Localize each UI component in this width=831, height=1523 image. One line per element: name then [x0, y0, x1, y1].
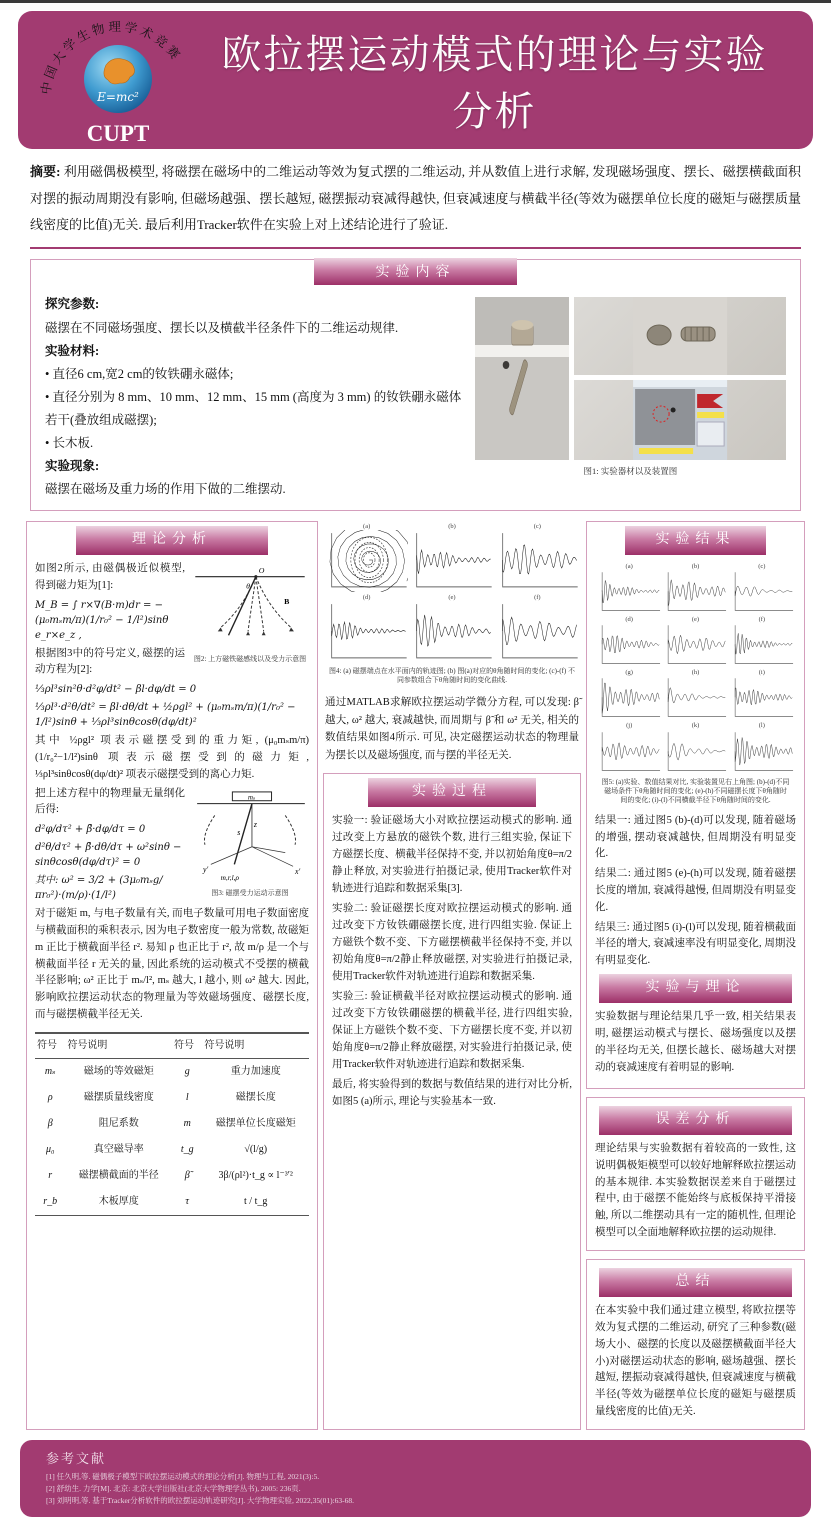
theory-p5: 对于磁矩 m, 与电子数量有关, 而电子数量可用电子数面密度与横截面积的乘积表示, 因为电子数密度一般为常数, 故磁矩 m 正比于横截面半径 r². 易知 ρ 也正比于 r², 故 m/ρ 是一个与横截面半径 r 无关的量, 因此系统的运动模式不受摆的横截半径影响; ω² 正比于 mₛ/l², mₛ 越大, l 越小, 则 ω² 越大. 因此, 影响欧拉摆运动状态的物理量为等效磁场强度、磁摆长度, 而与磁摆横截半径无关. [35, 908, 309, 1020]
desc-cell: 阻尼系数 [98, 1117, 139, 1129]
fig5-plot [730, 669, 794, 720]
simulation-plot-icon [325, 601, 408, 663]
setup-photo [475, 297, 569, 460]
logo-arc-text: 中国大学生物理学术竞赛 [37, 18, 185, 96]
experiment-process-box [323, 773, 581, 1430]
fig5-plot [730, 616, 794, 667]
middle-column [323, 521, 581, 1430]
symbol-cell: ρ [47, 1091, 53, 1103]
error-text: 理论结果与实验数据有着较高的一致性, 这说明偶极矩模型可以较好地解释欧拉摆运动的基本规律. 本实验数据误差来自于磁摆过程中, 由于磁摆不能始终与底板保持平滑接触, 所以二维摆动具有一定的随机性, 但理论模型可以全面地解释欧拉摆的运动规律. [595, 1142, 796, 1238]
desc-cell: 磁场的等效磁矩 [83, 1065, 154, 1077]
fig4-plot [325, 523, 408, 592]
result-plot-icon [663, 570, 727, 614]
section-header-process: 实验过程 [368, 778, 536, 807]
fig5-plot [663, 669, 727, 720]
plot-label: (h) [691, 669, 700, 677]
symbol-cell: g [184, 1065, 190, 1077]
simulation-plot-icon [496, 530, 579, 592]
materials-item: • 长木板. [45, 432, 467, 455]
materials-item: • 直径6 cm,宽2 cm的钕铁硼永磁体; [45, 363, 467, 386]
error-analysis-box [586, 1097, 805, 1251]
abstract-paragraph [30, 159, 801, 239]
poster-title: 欧拉摆运动模式的理论与实验分析 [221, 32, 768, 134]
result-plot-icon [663, 676, 727, 720]
symbol-table-header: 符号 [35, 1033, 65, 1059]
divider-rule [30, 247, 801, 250]
theory-p4: 把上述方程中的物理量无量纲化后得: [35, 787, 185, 816]
references-title: 参考文献 [46, 1450, 107, 1466]
fig4-plot [496, 523, 579, 592]
table-row [35, 1137, 309, 1163]
plot-label: (c) [533, 522, 541, 530]
logo-formula: E=mc² [97, 90, 139, 104]
fig3-sketch [191, 788, 309, 900]
cupt-logo [34, 13, 202, 147]
table-row [35, 1058, 309, 1085]
result-plot-icon [730, 730, 794, 774]
abstract-text: 利用磁偶极模型, 将磁摆在磁场中的二维运动等效为复式摆的二维运动, 并从数值上进行求解, 发现磁场强度、摆长、磁摆横截面积对摆的振动周期没有影响, 但磁场越强、摆长越短, 磁摆振动衰减得越快, 但衰减速度与横截半径(等效为磁摆单位长度的磁矩与磁摆质量线密度的比值)无关. 最后利用Tracker软件在实验上对上述结论进行了验证. [30, 164, 801, 233]
result-item: 结果二: 通过图5 (e)-(h)可以发现, 随着磁摆长度的增加, 衰减得越慢, 但周期没有明显变化. [595, 868, 796, 913]
desc-cell: 重力加速度 [230, 1065, 281, 1077]
plot-label: (b) [448, 522, 456, 530]
result-plot-icon [663, 623, 727, 667]
phenomenon-label: 实验现象: [45, 459, 100, 474]
phenomenon-text: 磁摆在磁场及重力场的作用下做的二维摆动. [45, 482, 286, 497]
fig5-caption: 图5: (a)实验、数值结果对比, 实验装置见右上角图; (b)-(d)不同磁场条件下θ角随时间的变化; (e)-(h)不同磁摆长度下θ角随时间的变化; (i)-(l)不同横截半径下θ角随时间的变化. [601, 777, 790, 805]
symbol-cell: β̃ [184, 1169, 190, 1181]
desc-cell: 真空磁导率 [93, 1143, 144, 1155]
plot-label: (b) [691, 562, 700, 570]
process-item: 最后, 将实验得到的数据与数值结果的进行对比分析, 如图5 (a)所示, 理论与实验基本一致. [332, 1079, 572, 1108]
result-item: 结果一: 通过图5 (b)-(d)可以发现, 随着磁场的增强, 摆动衰减越快, 但周期没有明显变化. [595, 814, 796, 860]
process-item: 实验三: 验证横截半径对欧拉摆运动模式的影响. 通过改变下方钕铁硼磁摆的横截半径, 进行四组实验, 保证上方磁铁个数不变、下方磁摆长度不变, 并以初始角度θ=π/2静止释放磁摆, 对实验进行拍摄记录, 使用Tracker软件对轨迹进行追踪和数据采集. [332, 991, 572, 1070]
svg-text:s: s [237, 827, 241, 837]
symbol-table-header: 符号 [172, 1033, 202, 1059]
fig2-caption: 图2: 上方磁铁磁感线以及受力示意图 [193, 654, 307, 663]
abstract-label: 摘要: [30, 164, 61, 179]
theory-f2: ⅓ρl³sin²θ·d²φ/dt² − βl·dφ/dt = 0 [35, 684, 197, 696]
fig5-plot-grid [595, 561, 796, 776]
desc-cell: 木板厚度 [65, 1189, 172, 1216]
symbol-cell: r_b [35, 1189, 65, 1216]
table-row [35, 1111, 309, 1137]
section-header-summary: 总结 [599, 1268, 792, 1297]
simulation-plot-icon [325, 530, 408, 592]
exp-theory-text: 实验数据与理论结果几乎一致, 相关结果表明, 磁摆运动模式与摆长、磁场强度以及摆的半径均无关, 但摆长越长、磁场越大对摆动的衰减速度有着明显的影响. [595, 1011, 796, 1073]
theory-p3: 其中 ½ρgl² 项表示磁摆受到的重力矩, (μ₀mₛm/π)(1/r₀²−1/l²)sinθ 项表示磁摆受到的磁力矩, ⅓ρl³sinθcosθ(dφ/dt)² 项表示磁摆受到的离心力矩. [35, 735, 309, 780]
coordinate-figure [191, 788, 309, 882]
result-item: 结果三: 通过图5 (i)-(l)可以发现, 随着横截面半径的增大, 衰减速率没有明显变化, 周期没有明显变化. [595, 921, 796, 967]
reference-item: [3] 刘明明,等. 基于Tracker分析软件的欧拉摆运动轨迹研究[J]. 大学物理实验, 2022,35(01):63-68. [46, 1495, 355, 1505]
plot-label: (f) [758, 616, 766, 624]
svg-text:x′: x′ [295, 866, 301, 876]
section-header-experiment-content: 实验内容 [314, 258, 517, 285]
plot-label: (d) [362, 593, 371, 601]
fig4-plot [325, 594, 408, 663]
fig5-plot [663, 722, 727, 773]
cupt-logo-icon [34, 13, 202, 147]
fig3-caption: 图3: 磁摆受力运动示意图 [211, 889, 289, 898]
svg-text:θ: θ [246, 581, 250, 591]
plot-label: (d) [625, 616, 633, 624]
symbol-cell: t_g [180, 1143, 194, 1155]
plot-label: (e) [691, 616, 700, 624]
matlab-paragraph: 通过MATLAB求解欧拉摆运动学微分方程, 可以发现: β̃ 越大, ω² 越大, 衰减越快, 而周期与 β̃ 和 ω² 无关, 相关的数值结果如图4所示. 可见, 决定磁摆运动状态的物理量为摆长以及磁场强度, 而与摆的半径无关. [325, 696, 579, 762]
section-header-exp-theory: 实验与理论 [599, 974, 792, 1003]
tracker-screenshot [574, 380, 786, 460]
references-list [46, 1471, 785, 1507]
simulation-plot-icon [410, 601, 493, 663]
experiment-content-figures [475, 293, 786, 501]
simulation-plot-icon [410, 530, 493, 592]
section-header-theory: 理论分析 [76, 526, 268, 555]
desc-cell: 3β/(ρl²)·t_g ∝ l⁻³′² [218, 1169, 293, 1181]
fig5-plot [597, 722, 661, 773]
symbol-cell: μ₀ [45, 1143, 55, 1155]
experiment-content-box [30, 259, 801, 510]
svg-text:B: B [284, 596, 290, 606]
results-list [595, 813, 796, 970]
section-header-results: 实验结果 [625, 526, 766, 555]
summary-box [586, 1259, 805, 1430]
plot-label: (e) [448, 593, 456, 601]
theory-p1: 如图2所示, 由磁偶极近似模型, 得到磁力矩为[1]: [35, 562, 185, 591]
desc-cell: 磁摆长度 [235, 1091, 276, 1103]
theory-f3: ⅓ρl³·d²θ/dt² = βl·dθ/dt + ½ρgl² + (μ₀mₛm/π)(1/r₀² − 1/l²)sinθ + ⅓ρl³sinθcosθ(dφ/dt)² [35, 702, 296, 729]
table-row [35, 1085, 309, 1111]
materials-item: • 直径分别为 8 mm、10 mm、12 mm、15 mm (高度为 3 mm) 的钕铁硼永磁体若干(叠放组成磁摆); [45, 386, 467, 432]
process-list [332, 813, 572, 1111]
simulation-plot-icon [496, 601, 579, 663]
symbol-cell: l [185, 1091, 189, 1103]
reference-item: [2] 舒幼生. 力学[M]. 北京: 北京大学出版社(北京大学物理学丛书), 2005: 236页. [46, 1483, 301, 1493]
materials-label: 实验材料: [45, 343, 100, 358]
result-plot-icon [730, 676, 794, 720]
fig5-plot [597, 563, 661, 614]
symbol-cell: r [48, 1169, 53, 1181]
result-plot-icon [663, 730, 727, 774]
poster-banner [18, 11, 813, 149]
symbol-table-body [35, 1058, 309, 1215]
right-column [586, 521, 805, 1430]
plot-label: (l) [758, 722, 765, 730]
fig4-caption: 图4: (a) 磁摆端点在水平面内的轨迹图; (b) 图(a)对应的θ角随时间的变化; (c)-(f) 不同参数组合下θ角随时间的变化曲线. [329, 666, 575, 685]
svg-text:z: z [253, 819, 257, 829]
symbol-cell: τ [172, 1189, 202, 1216]
theory-f6: 其中: ω² = 3/2 + (3μ₀mₛg/πr₀²)·(m/ρ)·(1/l²) [35, 875, 163, 902]
symbol-table-header: 符号说明 [202, 1033, 309, 1059]
result-plot-icon [597, 730, 661, 774]
desc-cell: √(l/g) [244, 1143, 268, 1155]
result-plot-icon [597, 570, 661, 614]
experiment-results-box [586, 521, 805, 1089]
summary-text: 在本实验中我们通过建立模型, 将欧拉摆等效为复式摆的二维运动, 研究了三种参数(磁场大小、磁摆的长度以及磁摆横截面半径大小)对磁摆运动状态的影响, 磁场越强、摆长越短, 摆振动衰减得越快, 但衰减速度与横截半径(等效为磁摆单位长度的磁矩与磁摆质量线密度的比值)无关. [595, 1305, 796, 1417]
desc-cell: 磁摆质量线密度 [83, 1091, 154, 1103]
result-plot-icon [730, 570, 794, 614]
plot-label: (i) [758, 669, 765, 677]
plot-label: (f) [534, 593, 541, 601]
result-plot-icon [730, 623, 794, 667]
fig4-plot [410, 594, 493, 663]
experiment-content-text [45, 293, 467, 501]
theory-box [26, 521, 318, 1430]
params-label: 探究参数: [45, 297, 100, 312]
fig5-plot [597, 616, 661, 667]
references-box [20, 1440, 811, 1517]
plot-label: (a) [363, 522, 371, 530]
field-lines-figure [191, 563, 309, 647]
symbol-table-header: 符号说明 [65, 1033, 172, 1059]
fig5-plot [730, 722, 794, 773]
fig4-plot [496, 594, 579, 663]
process-item: 实验一: 验证磁场大小对欧拉摆运动模式的影响. 通过改变上方悬放的磁铁个数, 进行三组实验, 保证下方磁摆长度、横截半径保持不变, 并以初始角度θ=π/2静止释放, 对实验进行拍摄记录, 使用Tracker软件对轨迹进行追踪和数据采集[3]. [332, 815, 572, 894]
theory-f1: M_B = ∫ r×∇(B·m)dr = −(μ₀mₛm/π)(1/r₀² − 1/l²)sinθ e_r×e_z , [35, 599, 169, 641]
fig5-plot [730, 563, 794, 614]
fig1-caption: 图1: 实验器材以及装置图 [583, 466, 678, 477]
theory-f5: d²θ/dτ² + β̃·dθ/dτ + ω²sinθ − sinθcosθ(dφ/dτ)² = 0 [35, 842, 182, 869]
reference-item: [1] 任久明,等. 磁偶极子模型下欧拉摆运动模式的理论分析[J]. 物理与工程, 2021(3):5. [46, 1471, 320, 1481]
svg-text:O: O [258, 565, 265, 575]
table-row [35, 1189, 309, 1216]
fig2-sketch [191, 563, 309, 665]
result-plot-icon [597, 623, 661, 667]
fig5-plot [663, 563, 727, 614]
svg-text:y′: y′ [203, 864, 209, 874]
plot-label: (c) [758, 562, 766, 570]
plot-label: (k) [691, 722, 700, 730]
fig4-plot-grid [323, 521, 581, 665]
fig5-plot [597, 669, 661, 720]
symbol-cell: β [47, 1117, 53, 1129]
symbol-table-header-row [35, 1033, 309, 1059]
fig4-plot [410, 523, 493, 592]
desc-cell: t / t_g [202, 1189, 309, 1216]
desc-cell: 磁摆横截面的半径 [78, 1169, 159, 1181]
logo-label: CUPT [86, 121, 150, 146]
symbol-cell: m [183, 1117, 191, 1129]
svg-text:mₛ: mₛ [248, 793, 256, 801]
symbol-cell: mₛ [44, 1065, 56, 1077]
magnets-photo [574, 297, 786, 375]
table-row [35, 1163, 309, 1189]
plot-label: (g) [625, 669, 633, 677]
params-text: 磁摆在不同磁场强度、摆长以及横截半径条件下的二维运动规律. [45, 320, 399, 335]
poster-columns [26, 521, 805, 1430]
section-header-error: 误差分析 [599, 1106, 792, 1135]
theory-f4: d²φ/dτ² + β̃·dφ/dτ = 0 [35, 824, 146, 836]
plot-label: (j) [626, 722, 633, 730]
svg-text:m,r,l,ρ: m,r,l,ρ [220, 872, 240, 882]
materials-list [45, 363, 467, 456]
fig5-plot [663, 616, 727, 667]
theory-p2: 根据图3中的符号定义, 磁摆的运动方程为[2]: [35, 647, 185, 676]
plot-label: (a) [625, 562, 633, 570]
symbol-table [35, 1032, 309, 1216]
process-item: 实验二: 验证磁摆长度对欧拉摆运动模式的影响. 通过改变下方钕铁硼磁摆长度, 进行四组实验. 保证上方磁铁个数不变、下方磁摆横截半径保持不变, 并以初始角度θ=π/2静止释放磁摆, 对实验进行拍摄记录, 使用Tracker软件对轨迹进行追踪和数据采集. [332, 903, 572, 982]
result-plot-icon [597, 676, 661, 720]
desc-cell: 磁摆单位长度磁矩 [215, 1117, 296, 1129]
